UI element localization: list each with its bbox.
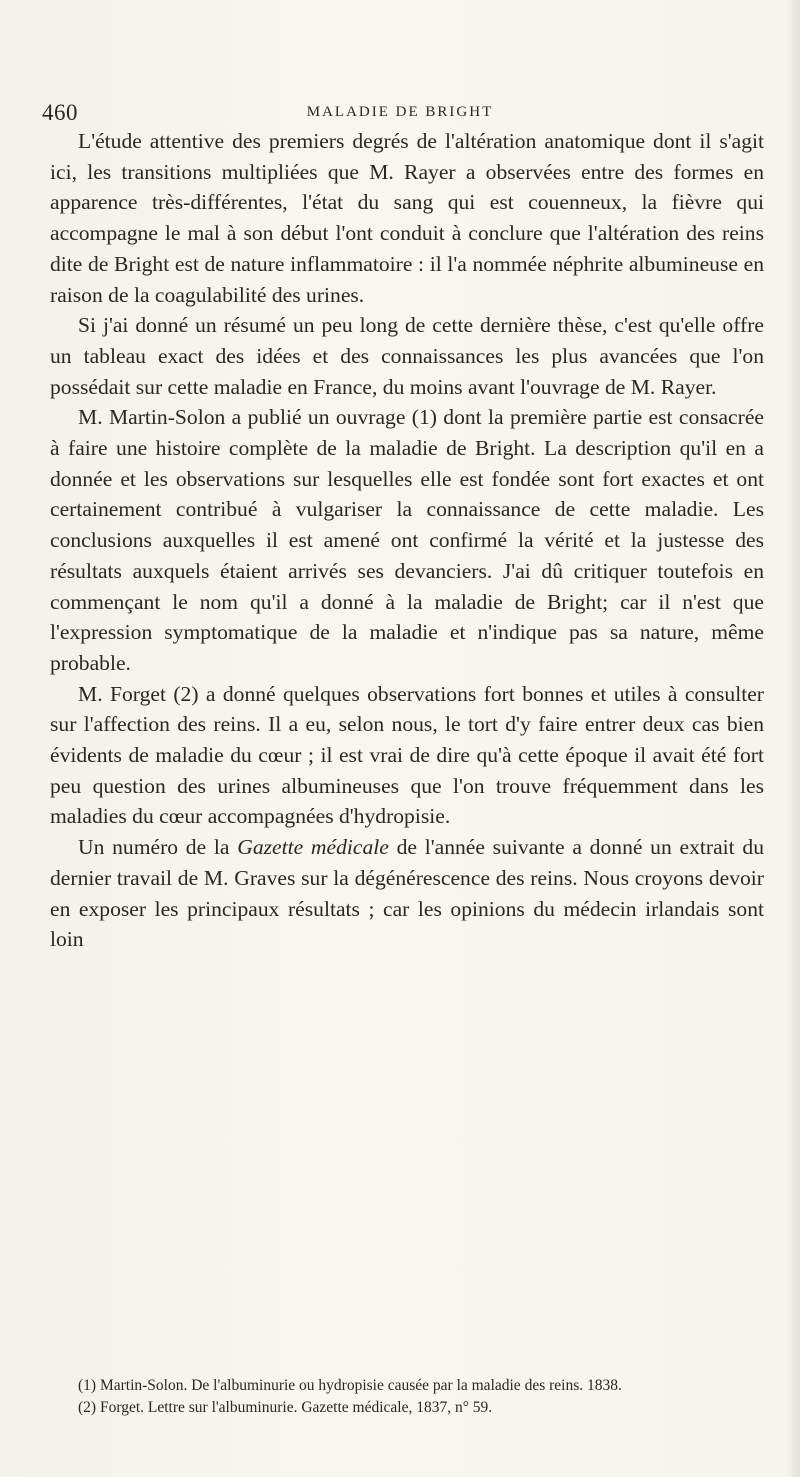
main-text [50,126,764,955]
journal-title: Gazette médicale [237,835,389,860]
paragraph-gazette [50,832,764,955]
paragraph: M. Martin-Solon a publié un ouvrage (1) dont la première partie est consacrée à faire une histoire complète de la maladie de Bright. La description qu'il en a donnée et les observations sur lesquelles elle est fondée sont fort exactes et ont certainement contribué à vulgariser la connaissance de cette maladie. Les conclusions auxquelles il est amené ont confirmé la vérité et la justesse des résultats auxquels étaient arrivés ses devanciers. J'ai dû critiquer toutefois en commençant le nom qu'il a donné à la maladie de Bright; car il n'est que l'expression symptomatique de la maladie et n'indique pas sa nature, même probable. [50,405,764,675]
paragraph: M. Forget (2) a donné quelques observations fort bonnes et utiles à consulter sur l'affection des reins. Il a eu, selon nous, le tort d'y faire entrer deux cas bien évidents de maladie du cœur ; il est vrai de dire qu'à cette époque il avait été fort peu question des urines albumineuses que l'on trouve fréquemment dans les maladies du cœur accompagnées d'hydropisie. [50,681,764,829]
running-title: MALADIE DE BRIGHT [306,104,494,120]
footnote-1: (1) Martin-Solon. De l'albuminurie ou hydropisie causée par la maladie des reins. 1838. [78,1377,622,1394]
page-edge-shadow [786,0,800,1477]
footnotes [50,1375,764,1419]
paragraph: Si j'ai donné un résumé un peu long de cette dernière thèse, c'est qu'elle offre un tableau exact des idées et des connaissances les plus avancées que l'on possédait sur cette maladie en France, du moins avant l'ouvrage de M. Rayer. [50,313,764,399]
footnote-2: (2) Forget. Lettre sur l'albuminurie. Gazette médicale, 1837, n° 59. [78,1399,493,1416]
page-number: 460 [42,100,78,125]
text-segment: Un numéro de la [78,835,238,860]
text-segment: de l'année suivante a donné un extrait du dernier travail de M. Graves sur la dégénérescence des reins. Nous croyons devoir en exposer les principaux résultats ; car les opinions du médecin irlandais sont loin [50,835,764,952]
paragraph: L'étude attentive des premiers degrés de l'altération anatomique dont il s'agit ici, les transitions multipliées que M. Rayer a observées entre des formes en apparence très-différentes, l'état du sang qui est couenneux, la fièvre qui accompagne le mal à son début l'ont conduit à conclure que l'altération des reins dite de Bright est de nature inflammatoire : il l'a nommée néphrite albumineuse en raison de la coagulabilité des urines. [50,129,764,307]
